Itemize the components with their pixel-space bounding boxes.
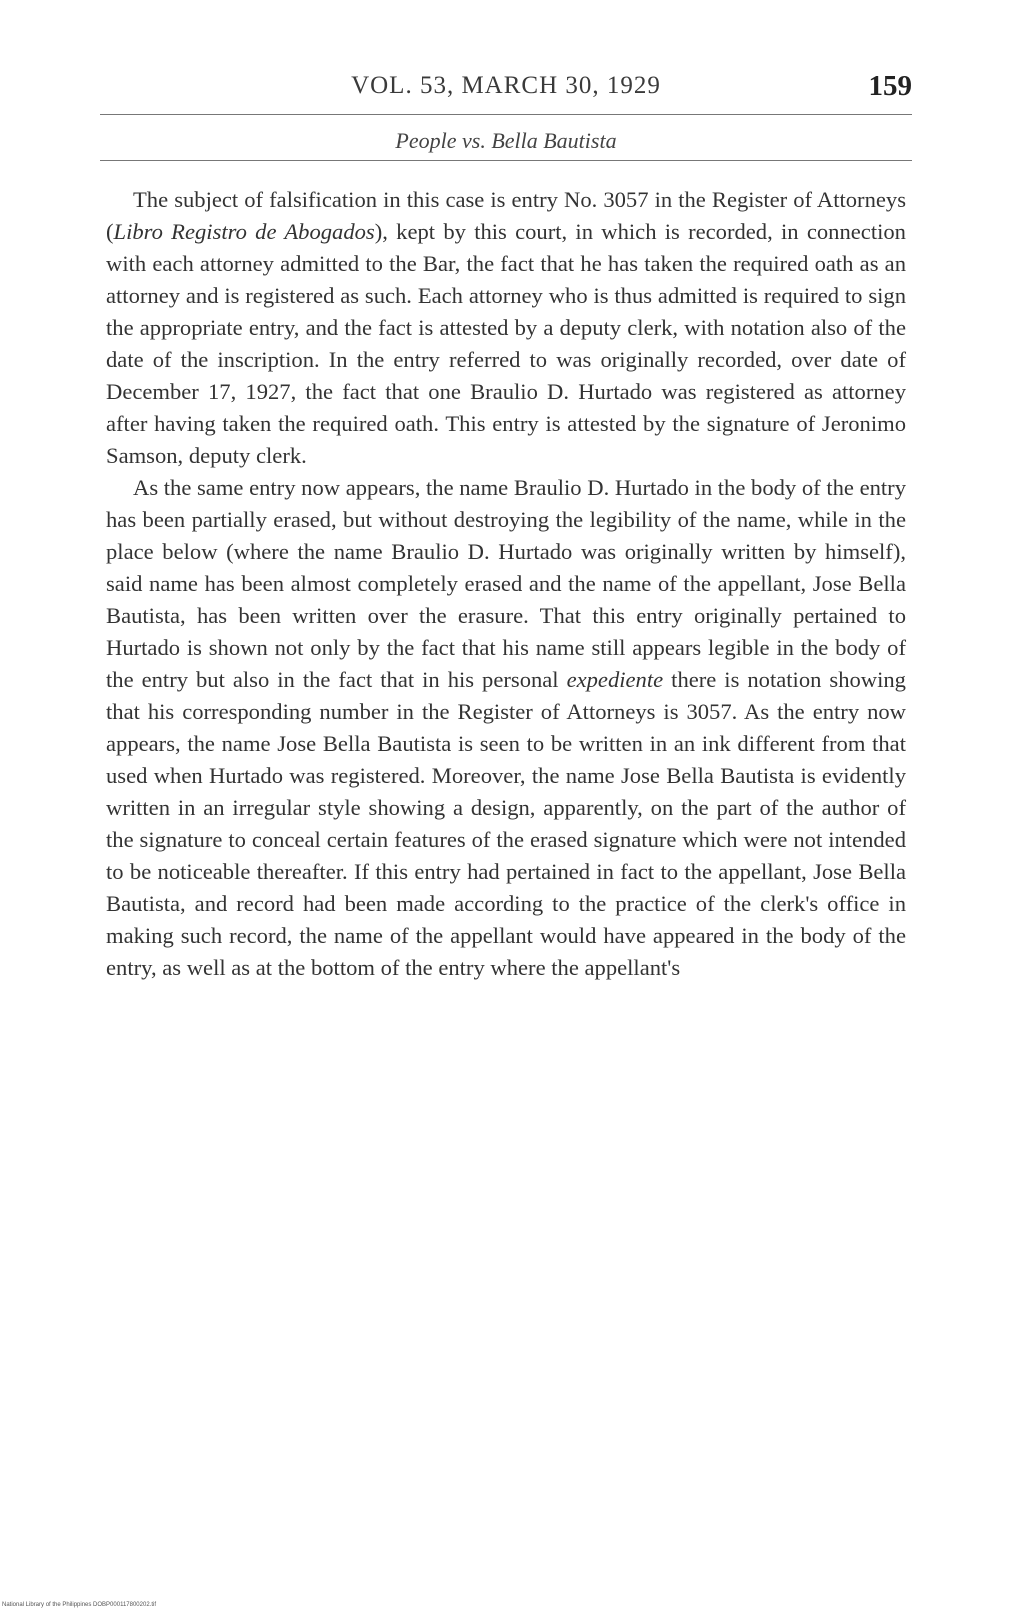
p2-text-b: there is notation showing that his corresponding number in the Register of Attorneys is 3057. As the entry now appears, the name Jose Bella Bautista is seen to be written in an ink different from that used when Hurtado was registered. Moreover, the name Jose Bella Bautista is evidently written in an irregular style showing a design, apparently, on the part of the author of the signature to conceal certain features of the erased signature which were not intended to be noticeable thereafter. If this entry had pertained in fact to the appellant, Jose Bella Bautista, and record had been made according to the practice of the clerk's office in making such record, the name of the appellant would have appeared in the body of the entry, as well as at the bottom of the entry where the appellant's <box>106 667 906 980</box>
running-title: People vs. Bella Bautista <box>395 128 617 153</box>
header-rule <box>100 114 912 115</box>
page-number: 159 <box>868 70 912 102</box>
p1-italic-term: Libro Registro de Abogados <box>113 219 375 244</box>
p1-text-a: The subject of falsification in this case is entry No. 3057 in the Register of Attorneys ( <box>106 187 906 244</box>
scan-footer: National Library of the Philippines DOBP000117800202.tif <box>2 1602 156 1608</box>
p2-italic-term: expediente <box>566 667 664 692</box>
title-rule <box>100 160 912 161</box>
paragraph-2 <box>106 472 906 984</box>
p2-text-a: As the same entry now appears, the name Braulio D. Hurtado in the body of the entry has been partially erased, but without destroying the legibility of the name, while in the place below (where the name Braulio D. Hurtado was originally written by himself), said name has been almost completely erased and the name of the appellant, Jose Bella Bautista, has been written over the erasure. That this entry originally pertained to Hurtado is shown not only by the fact that his name still appears legible in the body of the entry but also in the fact that in his personal <box>106 475 906 692</box>
volume-date: VOL. 53, MARCH 30, 1929 <box>351 72 661 99</box>
paragraph-1 <box>106 184 906 472</box>
body-text <box>106 184 906 984</box>
p1-text-b: ), kept by this court, in which is recorded, in connection with each attorney admitted to the Bar, the fact that he has taken the required oath as an attorney and is registered as such. Each attorney who is thus admitted is required to sign the appropriate entry, and the fact is attested by a deputy clerk, with notation also of the date of the inscription. In the entry referred to was originally recorded, over date of December 17, 1927, the fact that one Braulio D. Hurtado was registered as attorney after having taken the required oath. This entry is attested by the signature of Jeronimo Samson, deputy clerk. <box>106 219 906 468</box>
page-header <box>100 72 912 116</box>
